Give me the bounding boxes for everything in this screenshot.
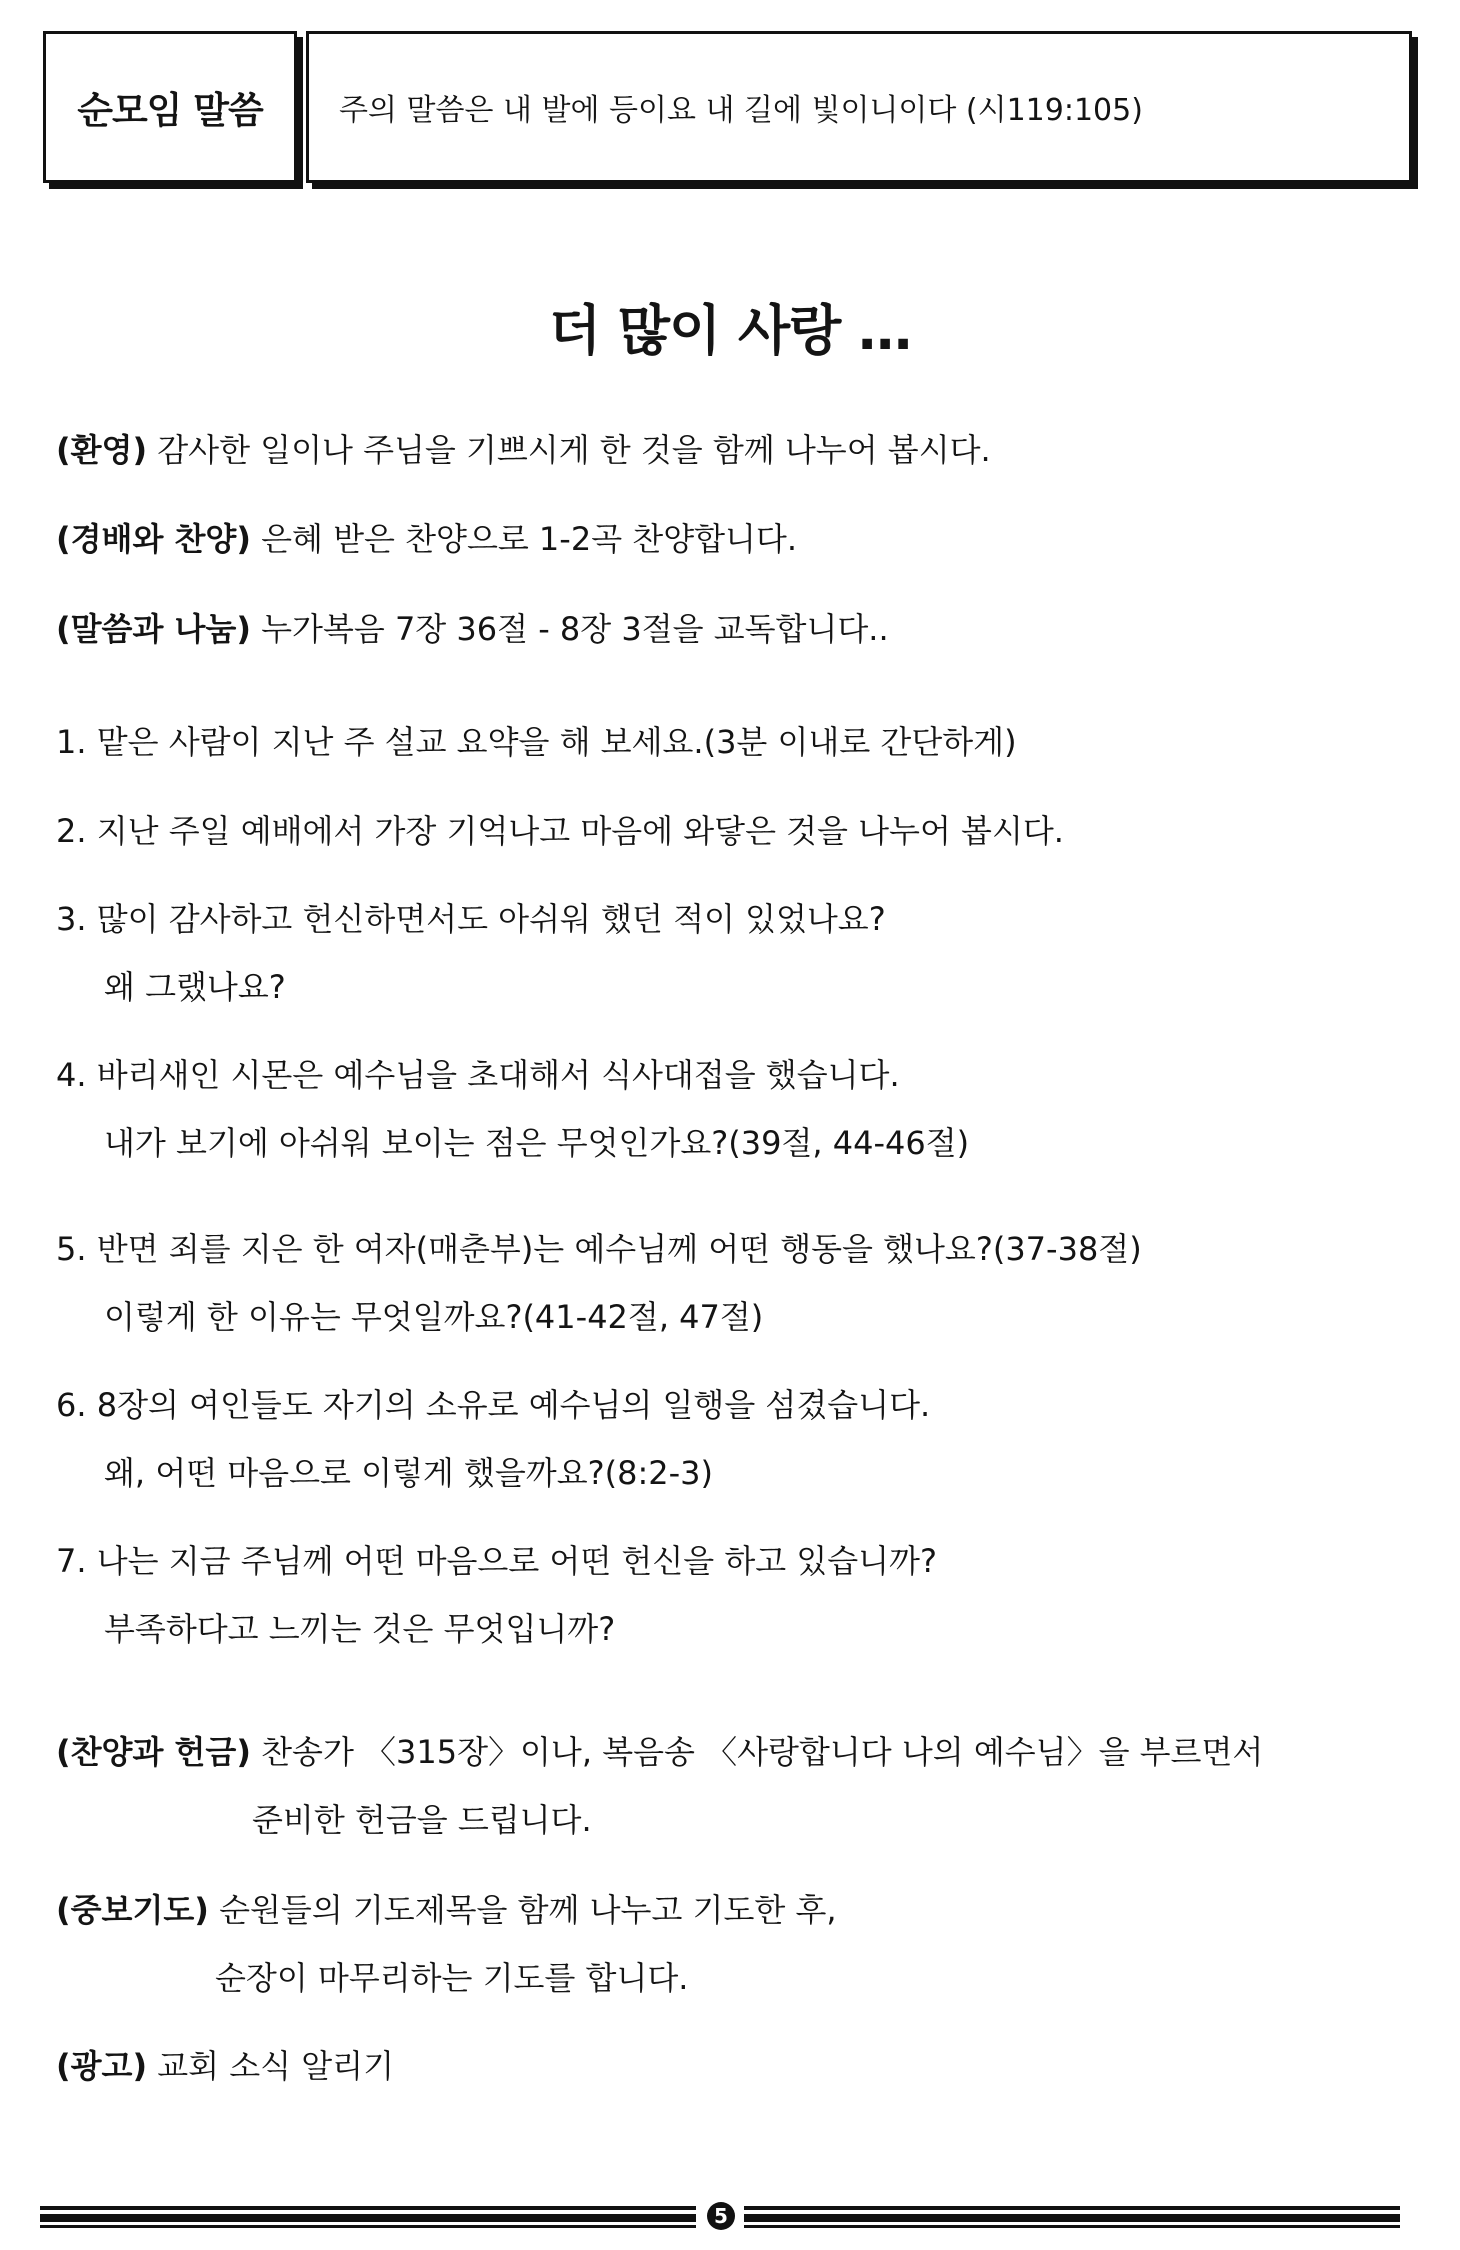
header-verse-box: [306, 31, 1412, 183]
word-text: 누가복음 7장 36절 - 8장 3절을 교독합니다..: [250, 610, 889, 648]
question-5-cont: 이렇게 한 이유는 무엇일까요?(41-42절, 47절): [104, 1298, 764, 1336]
welcome-text: 감사한 일이나 주님을 기쁘시게 한 것을 함께 나누어 봅시다.: [147, 431, 991, 469]
question-6-cont: 왜, 어떤 마음으로 이렇게 했을까요?(8:2-3): [104, 1454, 713, 1492]
prayer-text: 순원들의 기도제목을 함께 나누고 기도한 후,: [208, 1891, 837, 1929]
prayer-line: [56, 1890, 837, 1930]
footer-rule: [40, 2204, 1400, 2228]
header-label-box: [43, 31, 297, 183]
offering-line: [56, 1732, 1263, 1772]
question-4: 4. 바리새인 시몬은 예수님을 초대해서 식사대접을 했습니다.: [56, 1056, 900, 1094]
word-tag: (말씀과 나눔): [56, 610, 251, 648]
welcome-tag: (환영): [56, 431, 148, 469]
worship-tag: (경배와 찬양): [56, 520, 251, 558]
question-1: 1. 맡은 사람이 지난 주 설교 요약을 해 보세요.(3분 이내로 간단하게): [56, 723, 1017, 761]
question-3-cont: 왜 그랬나요?: [104, 968, 286, 1006]
page-number: 5: [707, 2202, 735, 2230]
question-2: 2. 지난 주일 예배에서 가장 기억나고 마음에 와닿은 것을 나누어 봅시다.: [56, 812, 1064, 850]
header-verse: 주의 말씀은 내 발에 등이요 내 길에 빛이니이다 (시119:105): [339, 93, 1143, 128]
notice-line: [56, 2046, 394, 2086]
prayer-cont: 순장이 마무리하는 기도를 합니다.: [215, 1959, 689, 1997]
question-7: 7. 나는 지금 주님께 어떤 마음으로 어떤 헌신을 하고 있습니까?: [56, 1542, 937, 1580]
word-line: [56, 609, 889, 649]
notice-text: 교회 소식 알리기: [147, 2047, 394, 2085]
question-7-cont: 부족하다고 느끼는 것은 무엇입니까?: [104, 1610, 616, 1648]
worship-line: [56, 519, 797, 559]
footer-rule-right: [744, 2204, 1400, 2228]
welcome-line: [56, 430, 991, 470]
footer-rule-left: [40, 2204, 696, 2228]
offering-text: 찬송가 〈315장〉이나, 복음송 〈사랑합니다 나의 예수님〉을 부르면서: [250, 1733, 1264, 1771]
question-3: 3. 많이 감사하고 헌신하면서도 아쉬워 했던 적이 있었나요?: [56, 900, 886, 938]
offering-cont: 준비한 헌금을 드립니다.: [252, 1801, 592, 1839]
notice-tag: (광고): [56, 2047, 148, 2085]
page-title: 더 많이 사랑 …: [548, 299, 912, 362]
question-6: 6. 8장의 여인들도 자기의 소유로 예수님의 일행을 섬겼습니다.: [56, 1386, 931, 1424]
header-label: 순모임 말씀: [77, 89, 263, 132]
question-4-cont: 내가 보기에 아쉬워 보이는 점은 무엇인가요?(39절, 44-46절): [104, 1124, 970, 1162]
worship-text: 은혜 받은 찬양으로 1-2곡 찬양합니다.: [250, 520, 798, 558]
offering-tag: (찬양과 헌금): [56, 1733, 251, 1771]
question-5: 5. 반면 죄를 지은 한 여자(매춘부)는 예수님께 어떤 행동을 했나요?(37-38절): [56, 1230, 1142, 1268]
prayer-tag: (중보기도): [56, 1891, 209, 1929]
